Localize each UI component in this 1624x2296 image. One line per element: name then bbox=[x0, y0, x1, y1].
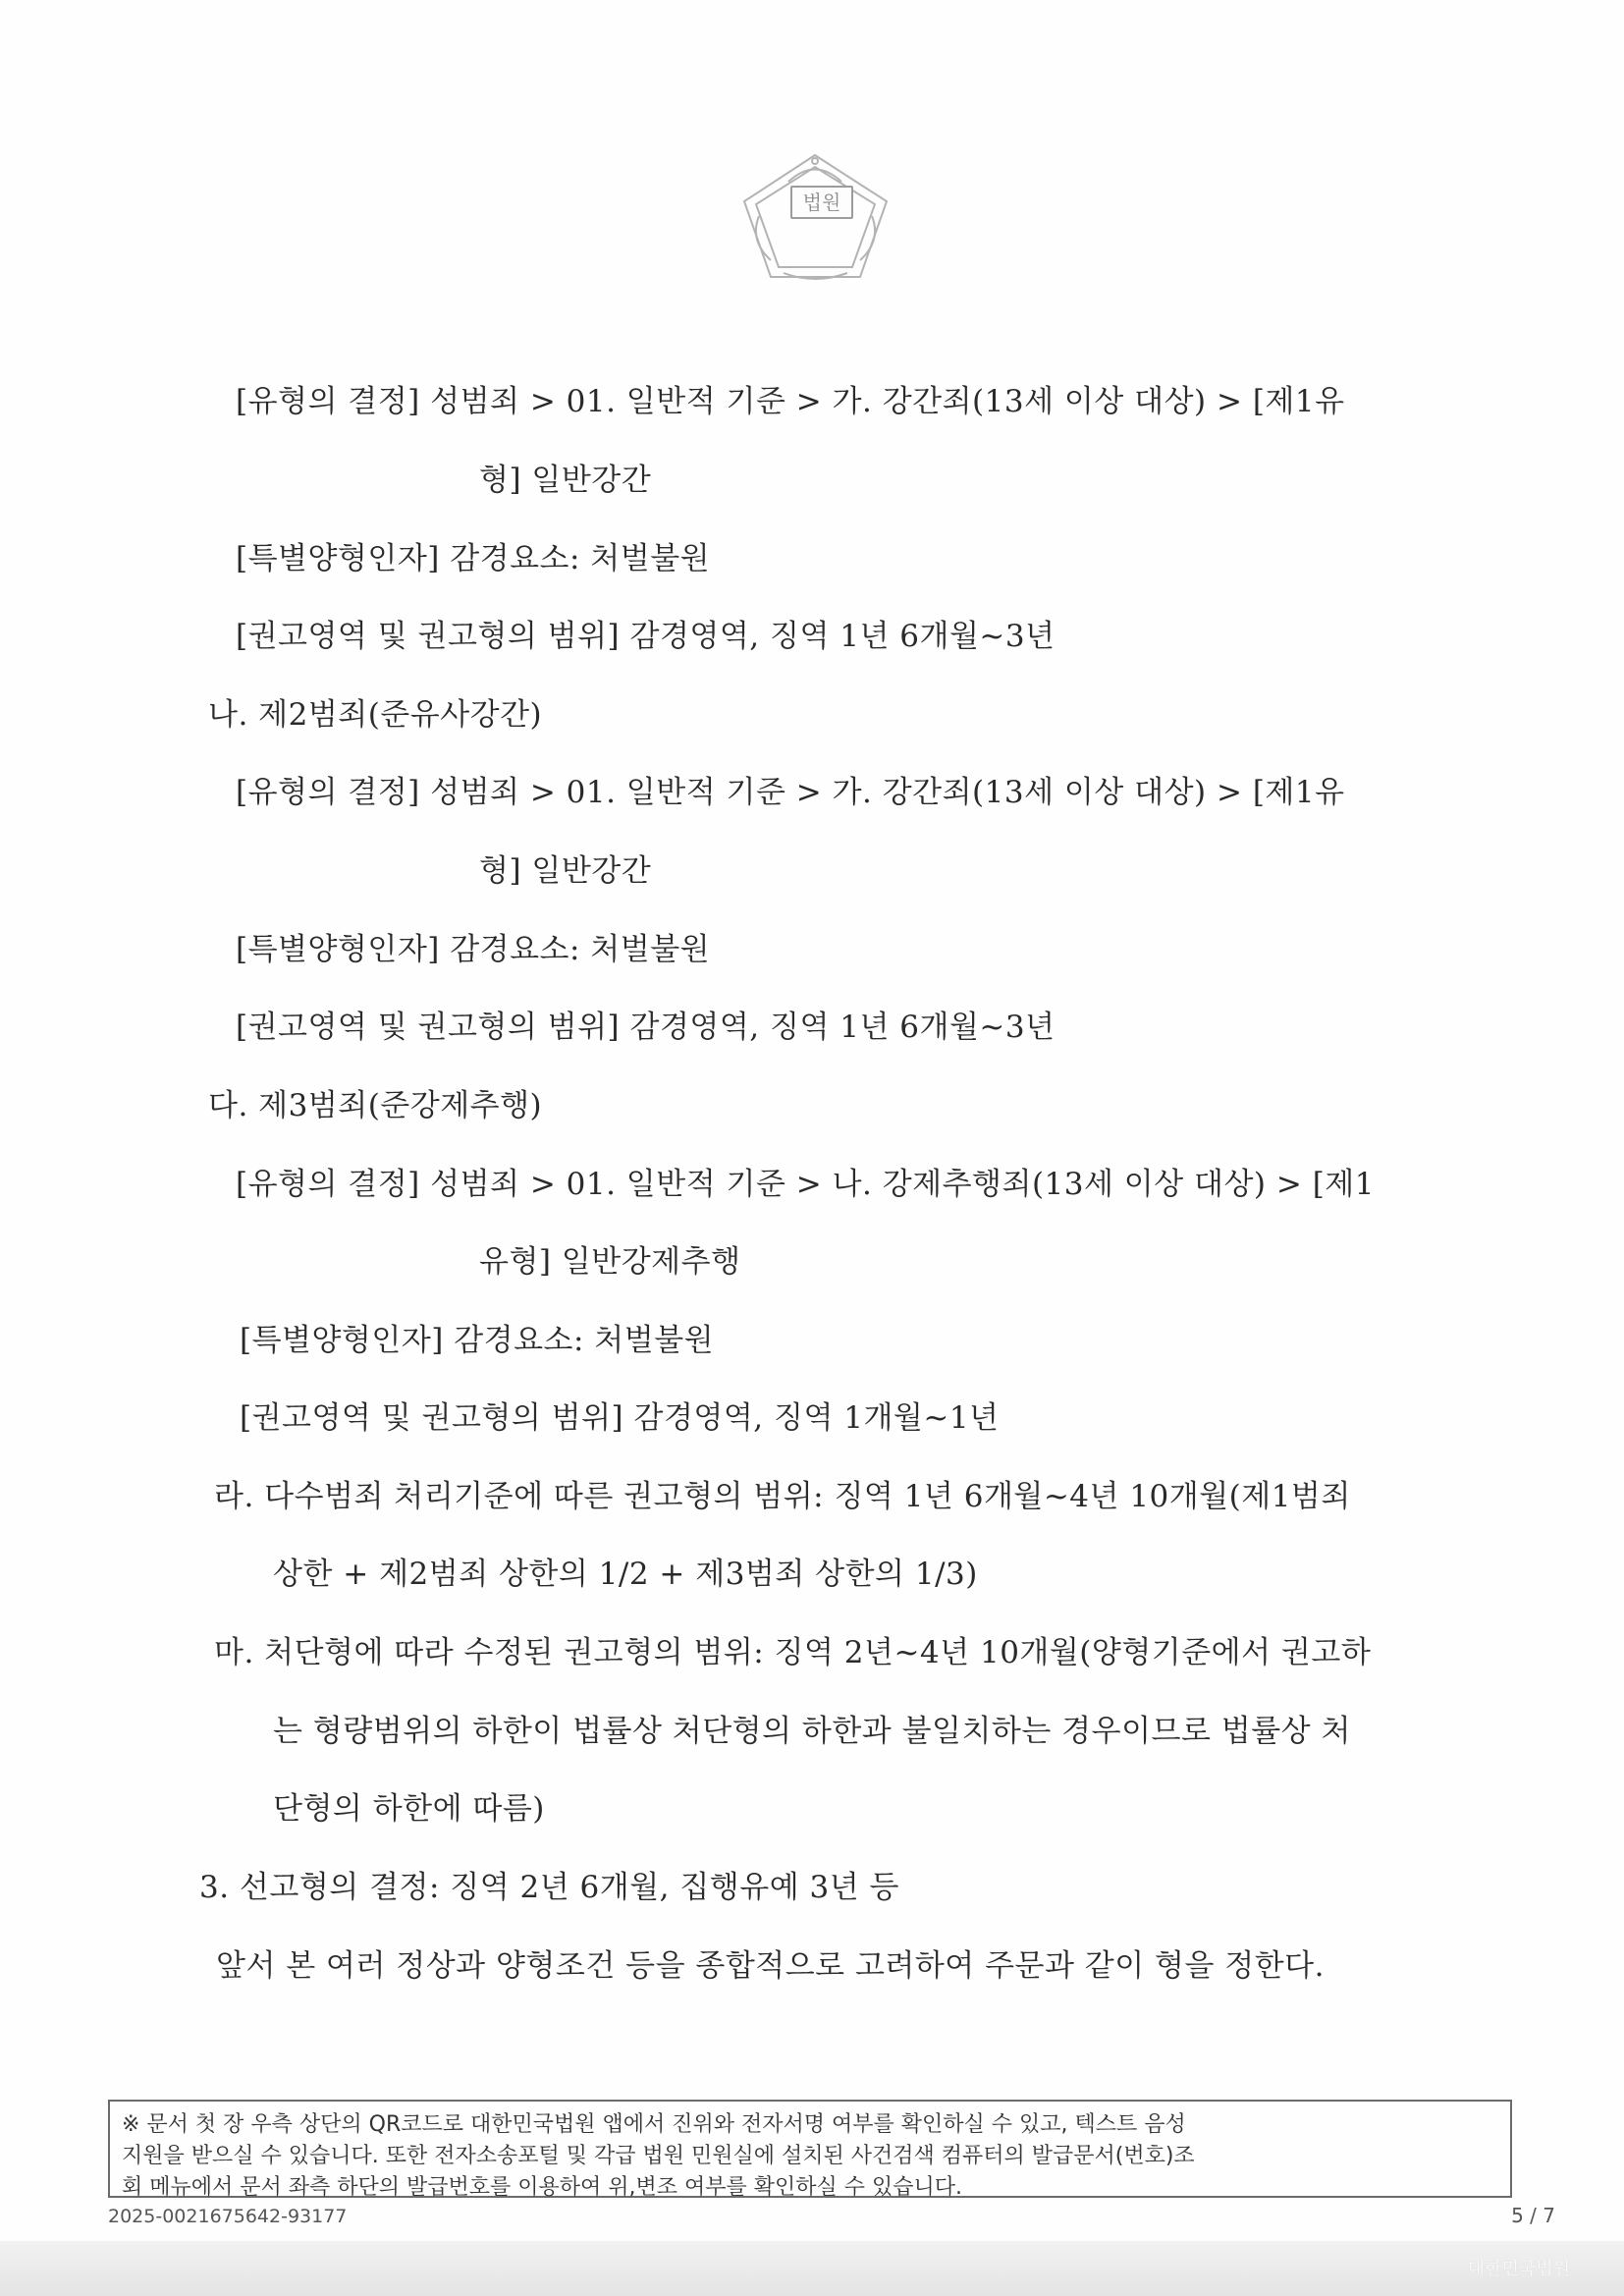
body-line: 단형의 하한에 따름) bbox=[273, 1791, 545, 1827]
body-line: 유형] 일반강제추행 bbox=[479, 1244, 741, 1280]
notice-line: 회 메뉴에서 문서 좌측 하단의 발급번호를 이용하여 위,변조 여부를 확인하실 수 있습니다. bbox=[122, 2175, 962, 2200]
body-line: [유형의 결정] 성범죄 > 01. 일반적 기준 > 나. 강제추행죄(13세 이상 대상) > [제1 bbox=[236, 1167, 1375, 1202]
body-line: [권고영역 및 권고형의 범위] 감경영역, 징역 1년 6개월~3년 bbox=[236, 1010, 1056, 1045]
section-heading: 라. 다수범죄 처리기준에 따른 권고형의 범위: 징역 1년 6개월~4년 10개월(제1범죄 bbox=[214, 1479, 1351, 1514]
body-line: [특별양형인자] 감경요소: 처벌불원 bbox=[236, 932, 711, 967]
body-line: 형] 일반강간 bbox=[479, 853, 652, 889]
issue-number: 2025-0021675642-93177 bbox=[108, 2206, 348, 2227]
section-heading: 다. 제3범죄(준강제추행) bbox=[208, 1088, 543, 1123]
body-line: 는 형량범위의 하한이 법률상 처단형의 하한과 불일치하는 경우이므로 법률상 처 bbox=[273, 1714, 1351, 1749]
body-line: [유형의 결정] 성범죄 > 01. 일반적 기준 > 가. 강간죄(13세 이상 대상) > [제1유 bbox=[236, 384, 1345, 419]
page-number: 5 / 7 bbox=[1511, 2204, 1555, 2227]
section-heading: 마. 처단형에 따라 수정된 권고형의 범위: 징역 2년~4년 10개월(양형기준에서 권고하 bbox=[214, 1635, 1372, 1670]
notice-line: ※ 문서 첫 장 우측 상단의 QR코드로 대한민국법원 앱에서 진위와 전자서명 여부를 확인하실 수 있고, 텍스트 음성 bbox=[122, 2112, 1186, 2137]
body-line: 형] 일반강간 bbox=[479, 463, 652, 498]
body-line: [권고영역 및 권고형의 범위] 감경영역, 징역 1년 6개월~3년 bbox=[236, 619, 1056, 654]
seal-text: 법원 bbox=[790, 186, 853, 219]
body-line: [유형의 결정] 성범죄 > 01. 일반적 기준 > 가. 강간죄(13세 이상 대상) > [제1유 bbox=[236, 775, 1345, 810]
court-watermark: 대한민국법원 bbox=[1467, 2259, 1570, 2279]
body-line: [권고영역 및 권고형의 범위] 감경영역, 징역 1개월~1년 bbox=[240, 1400, 1000, 1436]
section-heading: 나. 제2범죄(준유사강간) bbox=[208, 697, 543, 733]
body-line: [특별양형인자] 감경요소: 처벌불원 bbox=[240, 1323, 715, 1358]
body-line: [특별양형인자] 감경요소: 처벌불원 bbox=[236, 541, 711, 576]
notice-line: 지원을 받으실 수 있습니다. 또한 전자소송포털 및 각급 법원 민원실에 설치된 사건검색 컴퓨터의 발급문서(번호)조 bbox=[122, 2144, 1195, 2168]
bottom-band bbox=[0, 2241, 1624, 2296]
verification-notice bbox=[108, 2100, 1512, 2198]
section-heading: 3. 선고형의 결정: 징역 2년 6개월, 집행유예 3년 등 bbox=[199, 1870, 899, 1905]
conclusion-line: 앞서 본 여러 정상과 양형조건 등을 종합적으로 고려하여 주문과 같이 형을 정한다. bbox=[216, 1948, 1325, 1984]
body-line: 상한 + 제2범죄 상한의 1/2 + 제3범죄 상한의 1/3) bbox=[273, 1557, 978, 1592]
